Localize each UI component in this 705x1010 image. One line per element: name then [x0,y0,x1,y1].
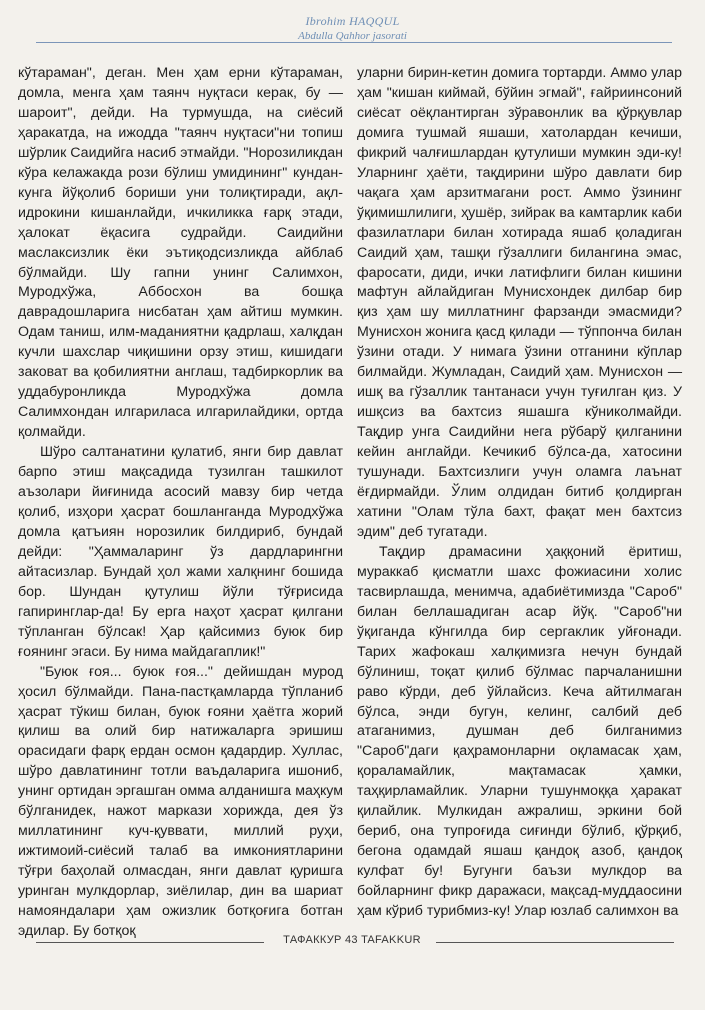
left-column [18,64,343,939]
paragraph: "Буюк ғоя... буюк ғоя..." дейишдан мурод ҳосил бўлмайди. Пана-пастқамларда тўпланиб ҳасрат тўкиш билан, буюк ғояни ҳаётга жорий қилиш ва олий бир натижаларга эришиш орасидаги фарқ ердан осмон қадардир. Хуллас, шўро давлатининг тотли ваъдаларига ишониб, унинг ортидан эргашган омма алданишга маҳкум бўлганидек, нажот маркази хорижда, дея ўз миллатининг куч-қуввати, миллий руҳи, ижтимоий-сиёсий талаб ва имкониятларини тўғри баҳолай олмасдан, янги давлат қуришга уринган мулкдорлар, зиёлилар, дин ва шариат намояндалари ҳам ожизлик ботқоғига ботган эдилар. Бу ботқоқ [18,663,343,939]
footer-caption: ТАФАККУР 43 TAFAKKUR [283,934,421,946]
paragraph: кўтараман", деган. Мен ҳам ерни кўтараман, домла, менга ҳам таянч нуқтаси керак, бу — шароит", дейди. На турмушда, на сиёсий ҳаракатда, на ижодда "таянч нуқтаси"ни топиш шўрлик Саидийга насиб этмайди. "Норозиликдан кўра келажакда рози бўлиш умидининг" кундан-кунга йўқолиб бориши уни толиқтиради, ақл-идрокини кишанлайди, ичкиликка ғарқ этади, ҳалокат ёқасига судрайди. Саидийни маслаксизлик ёки эътиқодсизликда айблаб бўлмайди. Шу гапни унинг Салимхон, Муродхўжа, Аббосхон ва бошқа даврадошларига нисбатан ҳам айтиш мумкин. Одам таниш, илм-маданиятни қадрлаш, халқдан кучли шахслар чиқишини орзу этиш, кишидаги заковат ва қобилиятни англаш, тадбиркорлик ва уддабуронликда Муродхўжа домла Салимхондан илгариласа илгарилайдики, ортда қолмайди. [18,65,343,441]
paragraph: Шўро салтанатини қулатиб, янги бир давлат барпо этиш мақсадида тузилган ташкилот аъзолари йиғинида асосий мавзу бир четда қолиб, изҳори ҳасрат бошланганда Муродхўжа домла қатъиян норозилик билдириб, бундай дейди: "Ҳаммаларинг ўз дардларингни айтасизлар. Бундай ҳол жами халқнинг бошида бор. Шундан қутулиш йўли тўғрисида гапиринглар-да! Бу ерга наҳот ҳасрат қилгани тўпланган бўлсак! Ҳар қайсимиз буюк бир ғоянинг эгаси. Бу нима майдагаплик!" [18,444,343,660]
page-header [0,0,705,70]
page-footer [0,934,705,954]
running-head-author: Ibrohim HAQQUL [305,14,400,28]
right-column [357,64,682,920]
paragraph: Тақдир драмасини ҳаққоний ёритиш, мураккаб қисматли шахс фожиасини холис тасвирлашда, менимча, адабиётимизда "Сароб" билан беллашадиган асар йўқ. "Сароб"ни ўқиганда кўнгилда бир сергаклик уйғонади. Тарих жафокаш халқимизга нечун бундай бўлиниш, тоқат қилиб бўлмас парчаланишни раво кўрди, деб ўйлайсиз. Кеча айтилмаган бўлса, энди бугун, келинг, салбий деб атаганимиз, душман деб билганимиз "Сароб"даги қаҳрамонларни оқламасак ҳам, қораламайлик, мақтамасак ҳамки, таҳқирламайлик. Уларни тушунмоққа ҳаракат қилайлик. Мулкидан ажралиш, эркини бой бериб, она тупроғида сиғинди бўлиб, қўрқиб, бегона одамдай яшаш қандоқ азоб, қандоқ кулфат бу! Бугунги баъзи мулкдор ва бойларнинг фикр даражаси, мақсад-муддаосини ҳам кўриб турибмиз-ку! Улар юзлаб салимхон ва [357,543,682,920]
footer-rule-right [436,942,674,943]
header-rule [36,42,672,43]
paragraph: уларни бирин-кетин домига тортарди. Аммо улар ҳам "кишан киймай, бўйин эгмай", ғайриинсоний сиёсат оёқлантирган зўравонлик ва қўрқувлар домига тушмай яшаши, хатолардан кечиши, фикрий чалғишлардан қутулиши мумкин эди-ку! Уларнинг ҳаёти, тақдирини шўро давлати бир чақага ҳам арзитмагани рост. Аммо ўзининг ўқимишлилиги, ҳушёр, зийрак ва камтарлик каби фазилатлари билан хотирада яшаб қоладиган Саидий ҳам, ташқи гўзаллиги билангина эмас, фаросати, диди, ички латифлиги билан кишини мафтун айлайдиган Мунисхондек дилбар бир қиз ҳам шу миллатнинг фарзанди эмасмиди? Мунисхон жонига қасд қилади — тўппонча билан ўзини отади. У нимага ўзини отганини кўплар билмайди. Жумладан, Саидий ҳам. Мунисхон — ишқ ва гўзаллик тантанаси учун туғилган қиз. У ишқсиз ва бахтсиз яшашга кўниколмайди. Тақдир унга Саидийни нега рўбарў қилганини кейин англайди. Кечикиб бўлса-да, хатосини тушунади. Бахтсизлиги учун оламга лаънат ёғдирмайди. Ўлим олдидан битиб қолдирган хатини "Олам тўла бахт, фақат мен бахтсиз эдим" деб тугатади. [357,65,682,540]
article-body [18,64,682,939]
running-head-title: Abdulla Qahhor jasorati [298,30,407,42]
footer-rule-left [36,942,264,943]
